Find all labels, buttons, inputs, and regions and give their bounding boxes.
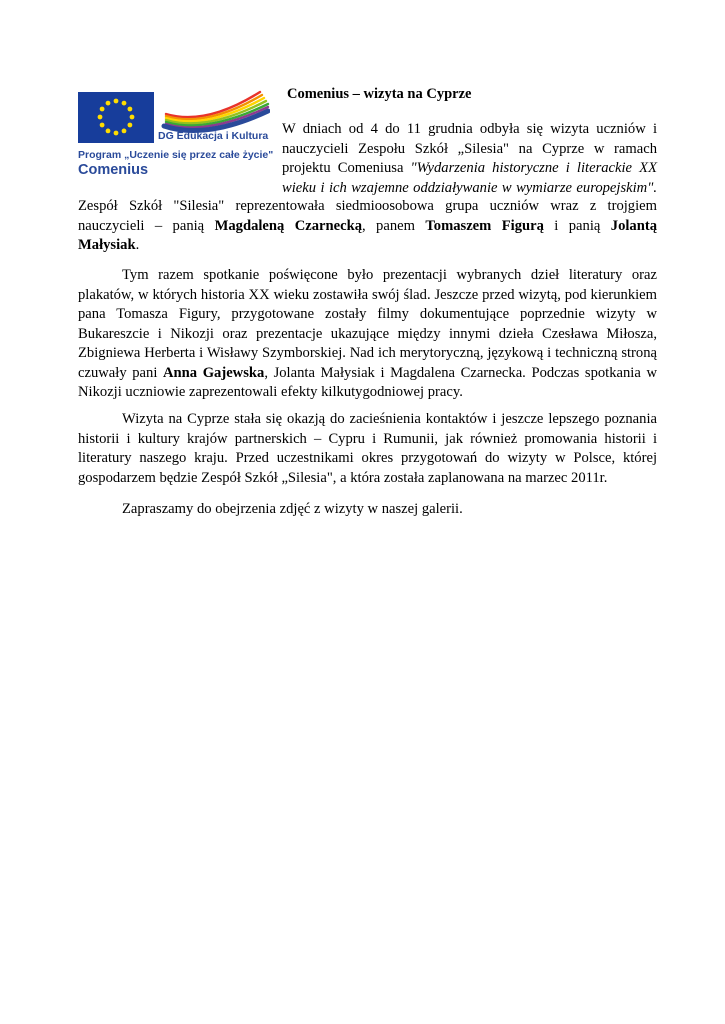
- text-line: [282, 159, 657, 179]
- text-line: Bukareszcie i Nikozji oraz prezentacje ukazujące między innymi dzieła Czesława Miłosza,: [78, 325, 657, 342]
- paragraph-1-bottom: [78, 197, 657, 256]
- text-line: Zapraszamy do obejrzenia zdjęć z wizyty w naszej galerii.: [122, 501, 463, 517]
- paragraph-1-top: [282, 120, 657, 198]
- text-line: Zbigniewa Herberta i Wisławy Szymborskiej. Nad ich merytoryczną, językową i techniczną stroną: [78, 345, 657, 361]
- paragraph-2: [78, 266, 657, 403]
- project-title-italic: "Wydarzenia historyczne i literackie XX: [410, 160, 657, 176]
- text-line: [78, 364, 657, 384]
- text-line: [78, 236, 657, 256]
- project-title-italic-line: wieku i ich wzajemne oddziaływanie w wymiarze europejskim".: [282, 179, 657, 196]
- text-line: literatury naszego kraju. Przed uczestnikami okres przygotowań do wizyty w Polsce, której: [78, 450, 657, 466]
- text-span: .: [135, 237, 140, 253]
- text-line: nauczycieli Zespołu Szkół „Silesia" na Cyprze w ramach: [282, 140, 657, 157]
- logo-program-text: Program „Uczenie się przez całe życie": [78, 149, 274, 161]
- teacher-name-bold: Małysiak: [78, 237, 136, 253]
- teacher-name-bold: Tomaszem Figurą: [425, 217, 544, 234]
- text-span: , panem: [362, 217, 426, 234]
- comenius-logo: [78, 90, 274, 182]
- text-line: W dniach od 4 do 11 grudnia odbyła się wizyta uczniów i: [282, 121, 657, 137]
- text-span: i panią: [543, 217, 611, 234]
- paragraph-4: [78, 500, 657, 520]
- text-line: Zespół Szkół "Silesia" reprezentowała siedmioosobowa grupa uczniów wraz z trojgiem: [78, 198, 657, 214]
- text-line: pana Tomasza Figury, przygotowane zostały filmy dokumentujące poprzednie wizyty w: [78, 306, 657, 322]
- text-line: Nikozji uczniowie zaprezentowali efekty kilkutygodniowej pracy.: [78, 384, 463, 400]
- teacher-name-bold: Jolantą: [610, 217, 657, 234]
- text-line: Tym razem spotkanie poświęcone było prezentacji wybranych dzieł literatury oraz: [122, 267, 657, 283]
- text-line: historii i kultury krajów partnerskich – Cypru i Rumunii, jak również promowania historii i: [78, 430, 657, 447]
- text-line: [78, 217, 657, 237]
- lifelong-learning-wave-icon: [164, 92, 268, 131]
- text-span: projektu Comeniusa: [282, 160, 411, 176]
- teacher-name-bold: Anna Gajewska: [163, 364, 265, 381]
- logo-dg-text: DG Edukacja i Kultura: [158, 130, 269, 142]
- text-span: , Jolanta Małysiak i Magdalena Czarnecka. Podczas spotkania w: [264, 364, 657, 381]
- text-line: plakatów, w których historia XX wieku zostawiła swój ślad. Jeszcze przed wizytą, pod kierunkiem: [78, 286, 657, 303]
- text-line: gospodarzem będzie Zespół Szkół „Silesia", a która została zaplanowana na marzec 2011r.: [78, 469, 608, 486]
- logo-comenius-text: Comenius: [78, 162, 149, 178]
- teacher-name-bold: Magdaleną Czarnecką: [214, 217, 362, 234]
- text-line: Wizyta na Cyprze stała się okazją do zacieśnienia kontaktów i jeszcze lepszego poznania: [122, 411, 657, 427]
- text-span: czuwały pani: [78, 364, 163, 381]
- text-span: nauczycieli – panią: [78, 217, 215, 234]
- document-title: Comenius – wizyta na Cyprze: [287, 86, 472, 102]
- paragraph-3: [78, 410, 657, 488]
